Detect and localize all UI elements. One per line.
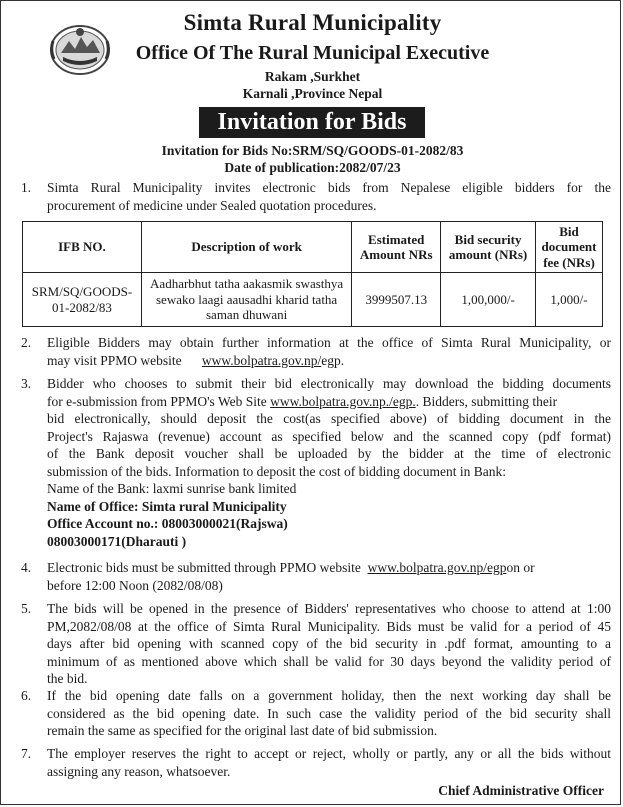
office-name: Name of Office: Simta rural Municipality [47,498,287,514]
item-text: Bidder who chooses to submit their bid electronically may download the bidding documents [47,376,611,391]
item-number: 3. [21,376,32,391]
ifb-number-cell: SRM/SQ/GOODS-01-2082/83 [23,273,142,327]
publication-date: Date of publication:2082/07/23 [224,160,401,175]
table-row [23,273,603,327]
item-text: egp. [321,352,345,368]
item-text: The employer reserves the right to accept or reject, wholly or partly, any or all the bids without [47,746,611,761]
item-number: 7. [21,746,32,761]
item-text: PM,2082/08/08 at the office of Simta Rural Municipality. Bids must be valid for a period of 45 [47,618,611,634]
item-text: considered as the bid opening date. In such case the validity period of the bid security shall [47,705,611,721]
column-header: Description of work [141,222,351,273]
item-text: Simta Rural Municipality invites electronic bids from Nepalese eligible bidders for the [47,180,611,195]
office-account: Office Account no.: 08003000021(Rajswa) [47,516,288,531]
document-fee-cell: 1,000/- [536,273,603,327]
bid-number: Invitation for Bids No:SRM/SQ/GOODS-01-2082/83 [161,143,464,158]
item-text: assigning any reason, whatsoever. [47,763,231,779]
item-text: of the Bank deposit voucher shall be uploaded by the bidder at the time of electronic [47,446,611,461]
item-text: . Bidders, submitting their [415,393,558,409]
ppmo-website-link[interactable]: www.bolpatra.gov.np./egp. [270,393,416,409]
bid-table [22,221,603,327]
item-text: The bids will be opened in the presence of Bidders' representatives who choose to attend at 1:00 [47,601,611,616]
item-number: 5. [21,601,32,616]
bank-name: Name of the Bank: laxmi sunrise bank limited [47,481,297,496]
item-text: procurement of medicine under Sealed quotation procedures. [47,197,377,213]
address-line-1: Rakam ,Surkhet [264,69,361,84]
item-text: If the bid opening date falls on a government holiday, then the next working day shall be [47,688,611,703]
ppmo-website-link[interactable]: www.bolpatra.gov.np/ [201,352,322,368]
table-header-row [23,222,603,273]
item-number: 6. [21,688,32,703]
description-cell: Aadharbhut tatha aakasmik swasthya sewako laagi aausadhi kharid tatha saman dhuwani [141,273,351,327]
estimated-amount-cell: 3999507.13 [352,273,441,327]
item-text: for e-submission from PPMO's Web Site [47,393,267,409]
item-text: Electronic bids must be submitted through PPMO website [47,560,361,575]
municipality-title: Simta Rural Municipality [183,10,442,35]
column-header: IFB NO. [23,222,142,273]
item-number: 2. [21,335,32,350]
item-text: Eligible Bidders may obtain further information at the office of Simta Rural Municipality, or [47,335,611,350]
dharauti-account: 08003000171(Dharauti ) [47,533,187,549]
item-number: 4. [21,560,32,575]
item-text: Project's Rajaswa (revenue) account as specified below and the scanned copy (pdf format) [47,428,611,444]
item-number: 1. [21,180,32,195]
bid-security-cell: 1,00,000/- [441,273,536,327]
item-text: bid electronically, should deposit the cost(as specified above) of bidding document in the [47,411,611,426]
item-text: days after bid opening with scanned copy of the bid security in .pdf format, amounting to a [47,636,611,651]
column-header: Bid document fee (NRs) [536,222,603,273]
item-text: remain the same as specified for the original last date of bid submission. [47,723,438,738]
item-text: the bid. [47,671,88,686]
signatory-title: Chief Administrative Officer [438,783,604,798]
item-text: may visit PPMO website [47,352,182,368]
office-title: Office Of The Rural Municipal Executive [135,42,490,64]
item-text: on or [506,560,535,575]
column-header: Bid security amount (NRs) [441,222,536,273]
item-text: before 12:00 Noon (2082/08/08) [47,577,223,593]
address-line-2: Karnali ,Province Nepal [242,86,383,101]
invitation-banner: Invitation for Bids [199,107,425,138]
ppmo-website-link[interactable]: www.bolpatra.gov.np/egp [367,560,507,575]
item-text: submission of the bids. Information to deposit the cost of bidding document in Bank: [47,463,506,479]
column-header: Estimated Amount NRs [352,222,441,273]
item-text: minimum of as mentioned above which shall be valid for 30 days beyond the validity period of [47,653,611,669]
